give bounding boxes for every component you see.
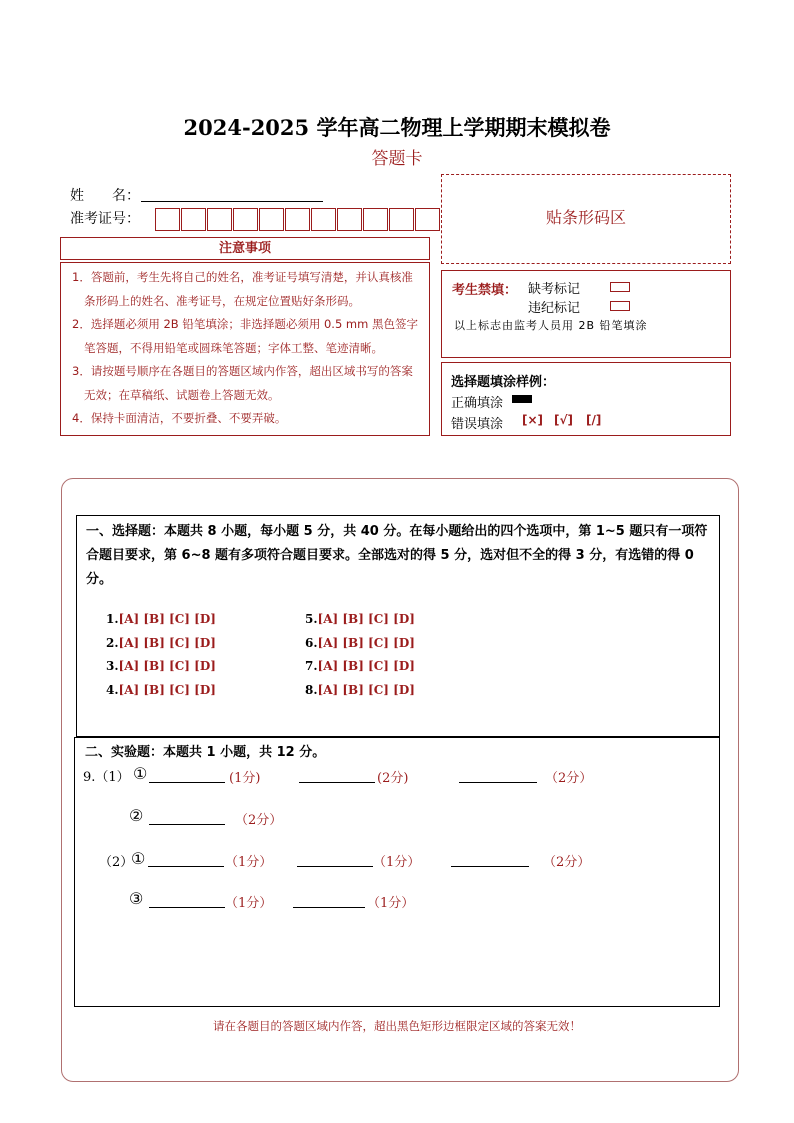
score-label: （1分） xyxy=(373,855,421,870)
wrong-mark-cross: [×] xyxy=(522,413,544,427)
id-digit-box[interactable] xyxy=(259,208,284,231)
choice-options[interactable]: [A] [B] [C] [D] xyxy=(317,636,415,650)
notice-item: 2．选择题必须用 2B 铅笔填涂；非选择题必须用 0.5 mm 黑色签字笔答题，不得用铅笔或圆珠笔答题；字体工整、笔迹清晰。 xyxy=(72,317,418,355)
question-number: 6. xyxy=(305,636,318,650)
answer-blank[interactable] xyxy=(149,810,225,825)
question-number: 2. xyxy=(106,636,119,650)
notice-heading: 注意事项 xyxy=(60,237,430,260)
choice-q8[interactable] xyxy=(305,683,415,697)
forbid-note: 以上标志由监考人员用 2B 铅笔填涂 xyxy=(454,319,648,332)
question-number: 8. xyxy=(305,683,318,697)
name-label: 姓 名： xyxy=(70,188,140,204)
question-number: 7. xyxy=(305,659,318,673)
id-number-boxes[interactable] xyxy=(155,208,441,231)
sample-title: 选择题填涂样例： xyxy=(451,375,556,390)
part2-label: （2） xyxy=(99,855,134,870)
answer-blank[interactable] xyxy=(293,893,365,908)
wrong-mark-check: [√] xyxy=(554,413,573,427)
choice-options[interactable]: [A] [B] [C] [D] xyxy=(118,636,216,650)
circled-number-2: ② xyxy=(129,806,144,825)
score-label: （1分） xyxy=(225,855,273,870)
q9-label: 9.（1） xyxy=(83,770,130,785)
wrong-fill-label: 错误填涂 xyxy=(451,417,504,432)
name-field[interactable] xyxy=(141,200,323,202)
question-number: 4. xyxy=(106,683,119,697)
choice-options[interactable]: [A] [B] [C] [D] xyxy=(118,612,216,626)
choice-options[interactable]: [A] [B] [C] [D] xyxy=(317,683,415,697)
id-digit-box[interactable] xyxy=(337,208,362,231)
id-digit-box[interactable] xyxy=(389,208,414,231)
answer-blank[interactable] xyxy=(149,768,225,783)
score-label: （1分） xyxy=(367,896,415,911)
answer-blank[interactable] xyxy=(297,852,373,867)
circled-number-1: ① xyxy=(131,849,146,868)
id-digit-box[interactable] xyxy=(311,208,336,231)
choice-q1[interactable] xyxy=(106,612,216,626)
choice-options[interactable]: [A] [B] [C] [D] xyxy=(118,683,216,697)
experiment-section xyxy=(74,737,720,1007)
violation-mark-box[interactable] xyxy=(610,301,630,311)
notice-item: 3．请按题号顺序在各题目的答题区域内作答，超出区域书写的答案无效；在草稿纸、试题卷上答题无效。 xyxy=(72,364,413,402)
choice-q2[interactable] xyxy=(106,636,216,650)
experiment-instructions: 二、实验题：本题共 1 小题，共 12 分。 xyxy=(85,745,326,760)
choice-q6[interactable] xyxy=(305,636,415,650)
choice-q7[interactable] xyxy=(305,659,415,673)
score-label: (1分) xyxy=(229,771,261,786)
question-number: 1. xyxy=(106,612,119,626)
id-label: 准考证号： xyxy=(70,211,140,227)
id-digit-box[interactable] xyxy=(181,208,206,231)
score-label: （2分） xyxy=(235,813,283,828)
choice-q4[interactable] xyxy=(106,683,216,697)
barcode-area: 贴条形码区 xyxy=(441,174,731,264)
missing-mark-label: 缺考标记 xyxy=(528,282,581,297)
id-digit-box[interactable] xyxy=(207,208,232,231)
id-digit-box[interactable] xyxy=(415,208,440,231)
id-digit-box[interactable] xyxy=(233,208,258,231)
choice-options[interactable]: [A] [B] [C] [D] xyxy=(317,659,415,673)
score-label: （2分） xyxy=(543,855,591,870)
score-label: (2分) xyxy=(377,771,409,786)
choice-q3[interactable] xyxy=(106,659,216,673)
circled-number-1: ① xyxy=(133,764,148,783)
id-digit-box[interactable] xyxy=(363,208,388,231)
circled-number-3: ③ xyxy=(129,889,144,908)
id-digit-box[interactable] xyxy=(155,208,180,231)
question-number: 5. xyxy=(305,612,318,626)
id-digit-box[interactable] xyxy=(285,208,310,231)
answer-blank[interactable] xyxy=(299,768,375,783)
choice-instructions: 一、选择题：本题共 8 小题，每小题 5 分，共 40 分。在每小题给出的四个选项中，第 1~5 题只有一项符合题目要求，第 6~8 题有多项符合题目要求。全部选对的得 5 分，选对但不全的得 3 分，有选错的得 0 分。 xyxy=(86,524,708,587)
missing-mark-box[interactable] xyxy=(610,282,630,292)
answer-blank[interactable] xyxy=(459,768,537,783)
notice-item: 1．答题前，考生先将自己的姓名，准考证号填写清楚，并认真核准条形码上的姓名、准考证号，在规定位置贴好条形码。 xyxy=(72,270,413,308)
answer-blank[interactable] xyxy=(148,852,224,867)
answer-area-warning: 请在各题目的答题区域内作答，超出黑色矩形边框限定区域的答案无效！ xyxy=(213,1019,581,1033)
fill-sample-box xyxy=(441,362,731,436)
wrong-mark-slash: [/] xyxy=(586,413,602,427)
score-label: （2分） xyxy=(545,771,593,786)
violation-mark-label: 违纪标记 xyxy=(528,301,581,316)
forbid-box xyxy=(441,270,731,358)
forbid-label: 考生禁填： xyxy=(452,283,518,298)
choice-section xyxy=(76,515,720,737)
answer-blank[interactable] xyxy=(451,852,529,867)
correct-fill-mark xyxy=(512,395,532,403)
notice-item: 4．保持卡面清洁，不要折叠、不要弄破。 xyxy=(72,411,287,425)
page-subtitle: 答题卡 xyxy=(371,149,423,169)
correct-fill-label: 正确填涂 xyxy=(451,396,504,411)
answer-blank[interactable] xyxy=(149,893,225,908)
page-title: 2024-2025 学年高二物理上学期期末模拟卷 xyxy=(183,115,611,140)
notice-box xyxy=(60,262,430,436)
score-label: （1分） xyxy=(225,896,273,911)
choice-options[interactable]: [A] [B] [C] [D] xyxy=(118,659,216,673)
question-number: 3. xyxy=(106,659,119,673)
choice-options[interactable]: [A] [B] [C] [D] xyxy=(317,612,415,626)
choice-q5[interactable] xyxy=(305,612,415,626)
